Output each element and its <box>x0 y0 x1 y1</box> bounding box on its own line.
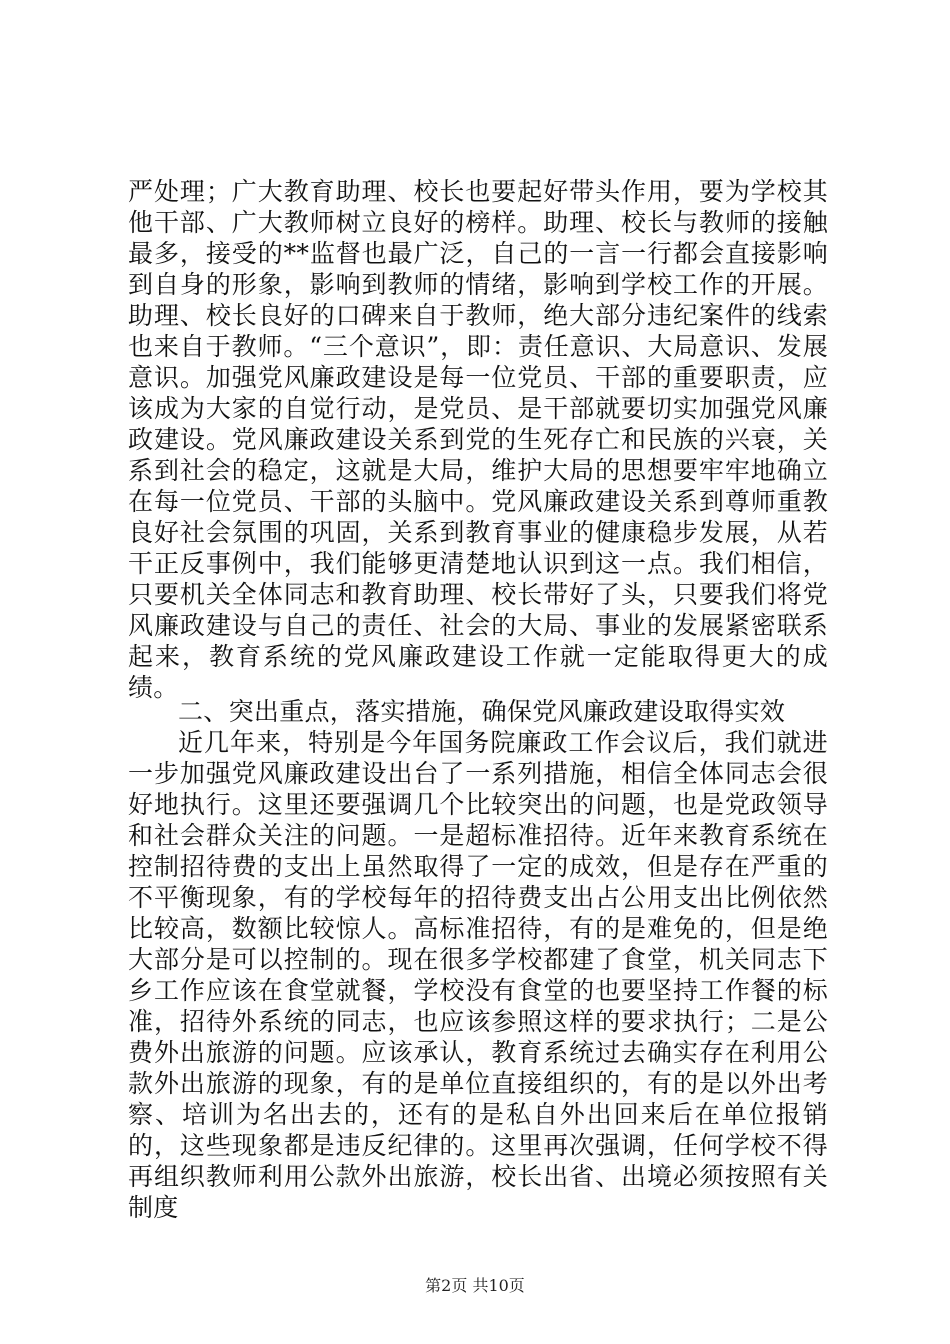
page-number-footer: 第2页 共10页 <box>425 1276 525 1295</box>
section-heading-2: 二、突出重点，落实措施，确保党风廉政建设取得实效 <box>178 697 786 726</box>
body-paragraph-1: 严处理；广大教育助理、校长也要起好带头作用，要为学校其他干部、广大教师树立良好的榜样。助理、校长与教师的接触最多，接受的**监督也最广泛，自己的一言一行都会直接影响到自身的形象，影响到教师的情绪，影响到学校工作的开展。助理、校长良好的口碑来自于教师，绝大部分违纪案件的线索也来自于教师。“三个意识”，即：责任意识、大局意识、发展意识。加强党风廉政建设是每一位党员、干部的重要职责，应该成为大家的自觉行动，是党员、是干部就要切实加强党风廉政建设。党风廉政建设关系到党的生死存亡和民族的兴衰，关系到社会的稳定，这就是大局，维护大局的思想要牢牢地确立在每一位党员、干部的头脑中。党风廉政建设关系到尊师重教良好社会氛围的巩固，关系到教育事业的健康稳步发展，从若干正反事例中，我们能够更清楚地认识到这一点。我们相信，只要机关全体同志和教育助理、校长带好了头，只要我们将党风廉政建设与自己的责任、社会的大局、事业的发展紧密联系起来，教育系统的党风廉政建设工作就一定能取得更大的成绩。 <box>128 177 828 702</box>
body-paragraph-2: 近几年来，特别是今年国务院廉政工作会议后，我们就进一步加强党风廉政建设出台了一系列措施，相信全体同志会很好地执行。这里还要强调几个比较突出的问题，也是党政领导和社会群众关注的问题。一是超标准招待。近年来教育系统在控制招待费的支出上虽然取得了一定的成效，但是存在严重的不平衡现象，有的学校每年的招待费支出占公用支出比例依然比较高，数额比较惊人。高标准招待，有的是难免的，但是绝大部分是可以控制的。现在很多学校都建了食堂，机关同志下乡工作应该在食堂就餐，学校没有食堂的也要坚持工作餐的标准，招待外系统的同志，也应该参照这样的要求执行；二是公费外出旅游的问题。应该承认，教育系统过去确实存在利用公款外出旅游的现象，有的是单位直接组织的，有的是以外出考察、培训为名出去的，还有的是私自外出回来后在单位报销的，这些现象都是违反纪律的。这里再次强调，任何学校不得再组织教师利用公款外出旅游，校长出省、出境必须按照有关制度 <box>128 728 828 1222</box>
document-body <box>128 176 828 1223</box>
